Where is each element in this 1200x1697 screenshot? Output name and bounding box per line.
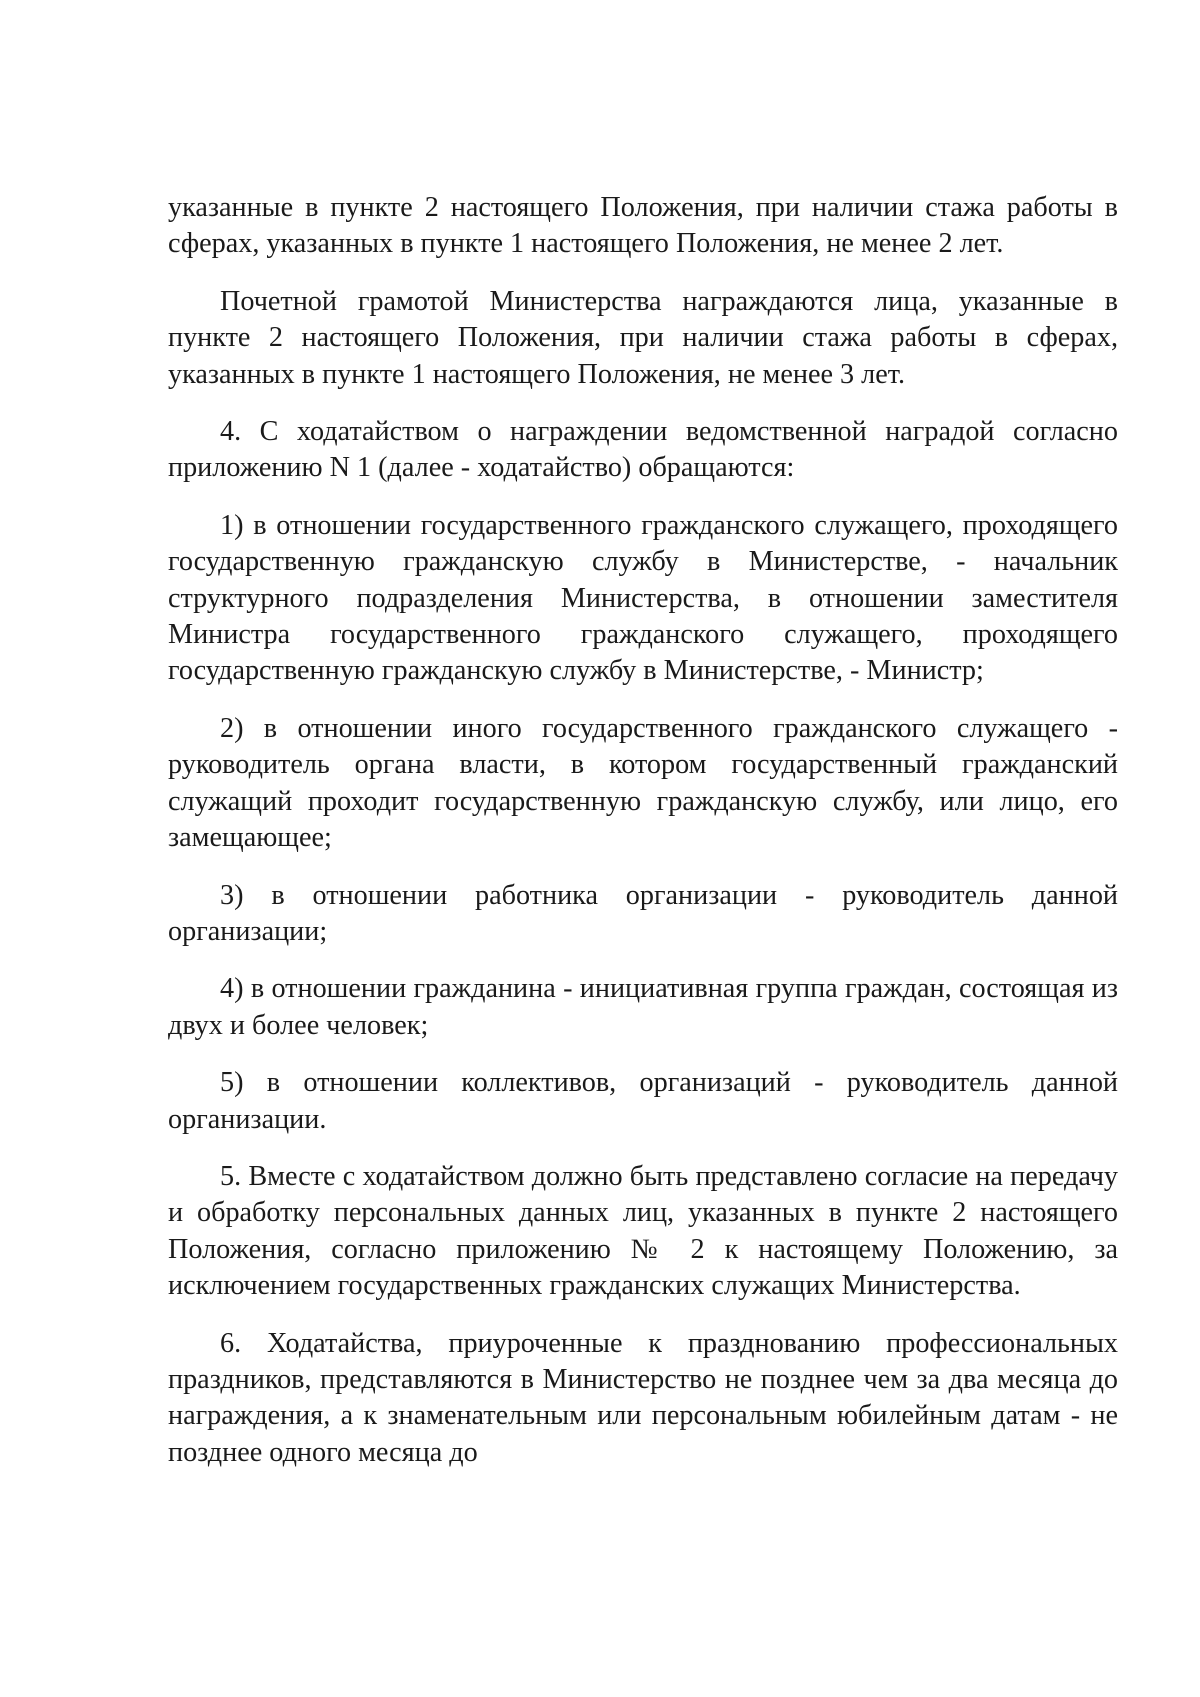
- paragraph-subitem-1: 1) в отношении государственного гражданского служащего, проходящего государственную гражданскую службу в Министерстве, - начальник структурного подразделения Министерства, в отношении заместителя Министра государственного гражданского служащего, проходящего государственную гражданскую службу в Министерстве, - Министр;: [168, 509, 1118, 687]
- paragraph-subitem-4: 4) в отношении гражданина - инициативная группа граждан, состоящая из двух и более человек;: [168, 973, 1118, 1041]
- document-body: [168, 190, 1118, 1471]
- paragraph-item-5: 5. Вместе с ходатайством должно быть представлено согласие на передачу и обработку персональных данных лиц, указанных в пункте 2 настоящего Положения, согласно приложению № 2 к настоящему Положению, за исключением государственных гражданских служащих Министерства.: [168, 1160, 1118, 1302]
- paragraph-item-6: 6. Ходатайства, приуроченные к празднованию профессиональных праздников, представляются в Министерство не позднее чем за два месяца до награждения, а к знаменательным или персональным юбилейным датам - не позднее одного месяца до: [168, 1327, 1118, 1468]
- paragraph-subitem-2: 2) в отношении иного государственного гражданского служащего - руководитель органа власти, в котором государственный гражданский служащий проходит государственную гражданскую службу, или лицо, его замещающее;: [168, 712, 1118, 854]
- paragraph-item-4: 4. С ходатайством о награждении ведомственной наградой согласно приложению N 1 (далее - ходатайство) обращаются:: [168, 416, 1118, 484]
- paragraph-continuation: указанные в пункте 2 настоящего Положения, при наличии стажа работы в сферах, указанных в пункте 1 настоящего Положения, не менее 2 лет.: [168, 192, 1118, 260]
- paragraph-subitem-3: 3) в отношении работника организации - руководитель данной организации;: [168, 879, 1118, 947]
- paragraph-honorary-certificate: Почетной грамотой Министерства награждаются лица, указанные в пункте 2 настоящего Положения, при наличии стажа работы в сферах, указанных в пункте 1 настоящего Положения, не менее 3 лет.: [168, 285, 1118, 390]
- paragraph-subitem-5: 5) в отношении коллективов, организаций - руководитель данной организации.: [168, 1067, 1118, 1135]
